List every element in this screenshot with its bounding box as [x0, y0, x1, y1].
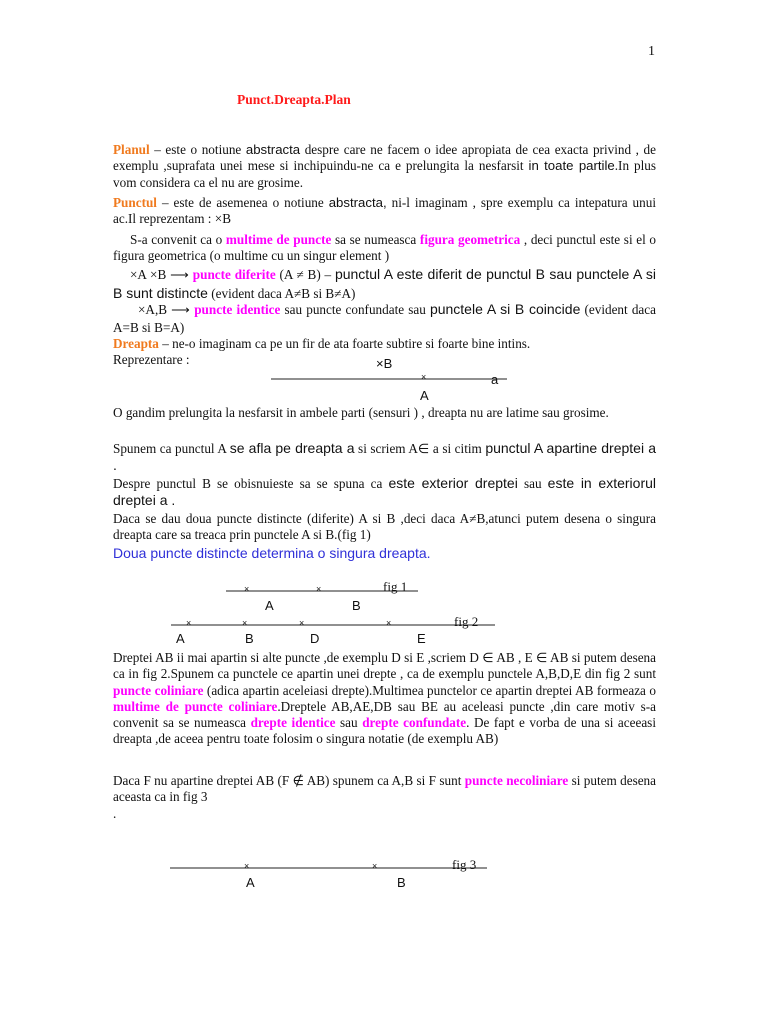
text: sau	[335, 715, 363, 731]
text: Despre punctul B se obisnuieste sa se spuna ca	[113, 476, 389, 491]
text: sau puncte confundate sau	[280, 302, 430, 317]
text: Dreptei AB ii mai apartin si alte puncte ,de exemplu D si E ,scriem D ∈ AB , E ∈ AB si putem desena ca in fig 2.Spunem ca punctele ce apartin unei drepte , ca de exemplu punctele A,B,D,E din fig 2 sunt	[113, 650, 656, 682]
term-planul: Planul	[113, 142, 150, 157]
text: punctele A si B coincide	[429, 301, 581, 317]
text: si scriem A∈ a si citim	[354, 441, 486, 456]
term-punctul: Punctul	[113, 195, 157, 210]
text: si putem desena aceasta ca in fig 3	[113, 773, 656, 805]
highlight-drepte-confundate: drepte confundate	[362, 715, 467, 731]
paragraph-prelungita: O gandim prelungita la nesfarsit in ambele parti (sensuri ) , dreapta nu are latime sau grosime.	[113, 405, 609, 420]
text: – ne-o imaginam ca pe un fir de ata foarte subtire si foarte bine intins.	[158, 336, 531, 351]
text: sau	[517, 476, 548, 491]
text: Daca F nu apartine dreptei AB (F ∉ AB) spunem ca A,B si F sunt	[113, 773, 465, 788]
text: . De fapt e vorba de una si aceeasi dreapta ,de aceea pentru toate folosim o singura notatie (de exemplu AB)	[113, 715, 656, 747]
text: sa se numeasca	[331, 232, 420, 247]
term-dreapta: Dreapta	[113, 336, 159, 351]
text: (adica apartin aceleiasi drepte).Multimea punctelor ce apartin dreptei AB formeaza o	[203, 682, 657, 698]
point-label-b: ×B	[376, 356, 393, 371]
paragraph-exterior	[113, 475, 656, 509]
fig1-label-a: A	[265, 598, 274, 613]
fig3-label-a: A	[246, 875, 255, 890]
highlight-multime-de-puncte: multime de puncte	[225, 232, 332, 247]
fig2-label-d: D	[310, 631, 320, 646]
text: in toate partile	[528, 158, 615, 174]
text: S-a convenit ca o	[130, 232, 226, 247]
text: este in exteriorul dreptei a .	[113, 475, 657, 508]
text: (evident daca A≠B si B≠A)	[207, 286, 356, 301]
text: ni-l imaginam , spre exemplu ca intepatura unui ac.Il reprezentam : ×B	[113, 195, 656, 227]
text: abstracta,	[328, 195, 387, 210]
highlight-puncte-identice: puncte identice	[194, 302, 281, 317]
paragraph-coliniare	[113, 650, 656, 748]
text: abstracta	[245, 142, 301, 157]
text: .Dreptele AB,AE,DB sau BE au aceleasi puncte ,din care motiv s-a convenit sa se numeasca	[113, 698, 656, 731]
point-mark-icon: ×	[244, 861, 250, 871]
text: (A ≠ B) –	[275, 267, 335, 282]
page-title: Punct.Dreapta.Plan	[237, 92, 351, 107]
point-mark-icon: ×	[242, 618, 248, 628]
paragraph-doua-puncte: Daca se dau doua puncte distincte (diferite) A si B ,deci daca A≠B,atunci putem desena o singura dreapta care sa treaca prin punctele A si B.(fig 1)	[113, 511, 656, 543]
text: ×A ×B ⟶	[130, 267, 193, 282]
fig2-label-b: B	[245, 631, 254, 646]
point-mark-icon: ×	[316, 584, 322, 594]
highlight-figura-geometrica: figura geometrica	[419, 232, 521, 247]
highlight-drepte-identice: drepte identice	[250, 715, 336, 731]
stray-dot: .	[113, 806, 117, 821]
text: este exterior dreptei	[388, 475, 518, 491]
text: se afla pe dreapta a	[229, 440, 355, 456]
text: ×A,B ⟶	[138, 302, 195, 317]
point-mark-icon: ×	[386, 618, 392, 628]
point-mark-icon: ×	[421, 372, 427, 382]
fig3-label-b: B	[397, 875, 406, 890]
text: (evident daca A=B si B=A)	[113, 302, 656, 335]
fig1-caption: fig 1	[383, 579, 408, 594]
fig2-label-e: E	[417, 631, 426, 646]
fig1-label-b: B	[352, 598, 361, 613]
text: .In plus vom considera ca el nu are grosime.	[113, 158, 657, 190]
point-mark-icon: ×	[186, 618, 192, 628]
text: despre care ne facem o idee apropiata de cea exacta privind , de exemplu ,suprafata unei mese si inchipuindu-ne ca e prelungita la nesfarsit	[113, 142, 656, 174]
text: punctul A apartine dreptei a .	[113, 440, 657, 473]
paragraph-apartine	[113, 440, 656, 474]
highlight-puncte-necoliniare: puncte necoliniare	[464, 773, 569, 788]
text: , deci punctul este si el o figura geometrica (o multime cu un singur element )	[113, 232, 657, 264]
highlight-puncte-diferite: puncte diferite	[192, 267, 276, 282]
text: – este de asemenea o notiune	[156, 195, 329, 210]
text: – este o notiune	[149, 142, 246, 157]
point-mark-icon: ×	[299, 618, 305, 628]
point-mark-icon: ×	[244, 584, 250, 594]
highlight-multime-coliniare: multime de puncte coliniare	[113, 698, 278, 714]
text: Reprezentare :	[113, 352, 190, 368]
fig2-caption: fig 2	[454, 614, 479, 629]
paragraph-necoliniare	[113, 773, 656, 806]
fig2-label-a: A	[176, 631, 185, 646]
line-label-a: a	[491, 372, 499, 387]
axiom-statement: Doua puncte distincte determina o singura dreapta.	[113, 545, 431, 561]
fig3-caption: fig 3	[452, 857, 477, 872]
point-label-a: A	[420, 388, 429, 403]
point-mark-icon: ×	[372, 861, 378, 871]
text: punctul A este diferit de punctul B sau punctele A si B sunt distincte	[113, 266, 657, 301]
highlight-puncte-coliniare: puncte coliniare	[113, 682, 204, 698]
page-number: 1	[648, 44, 655, 59]
text: Spunem ca punctul A	[113, 441, 230, 456]
